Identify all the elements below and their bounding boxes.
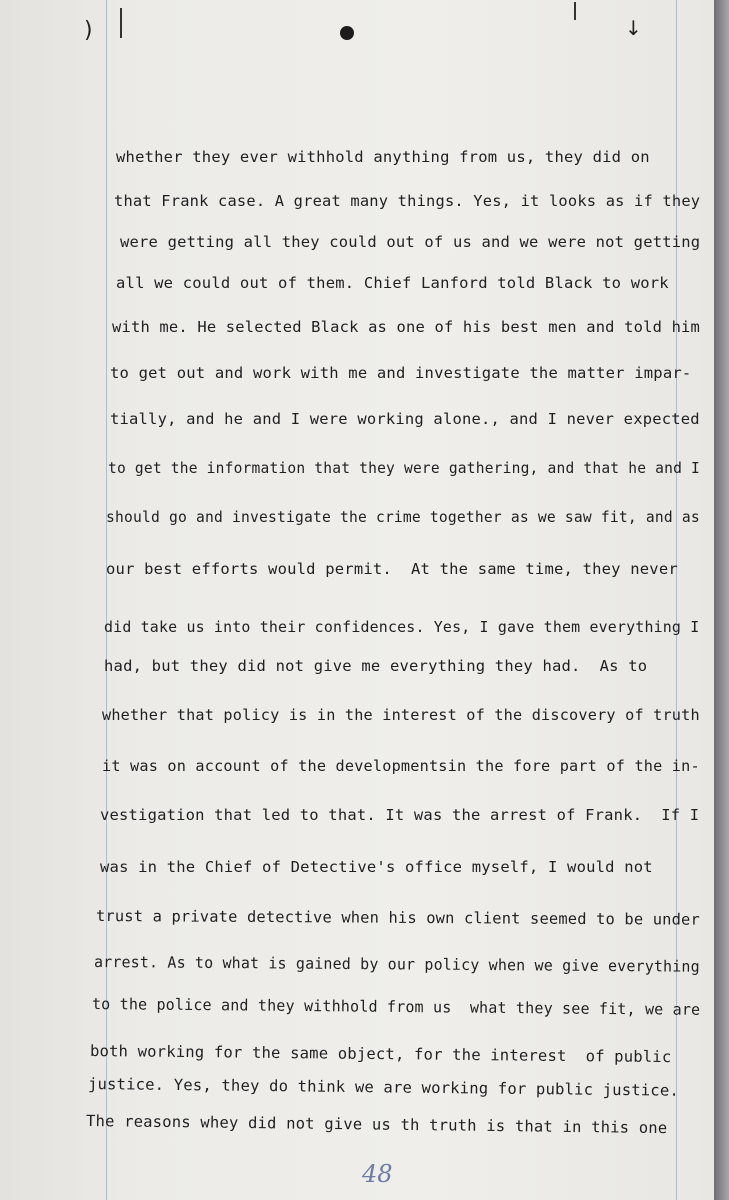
margin-rule-left bbox=[106, 0, 107, 1200]
text-line: it was on account of the developmentsin the fore part of the in- bbox=[102, 757, 700, 775]
margin-rule-right bbox=[676, 0, 677, 1200]
text-line: whether that policy is in the interest of the discovery of truth bbox=[102, 706, 700, 724]
text-line: The reasons whey did not give us th truth is that in this one bbox=[85, 1112, 668, 1138]
text-line: were getting all they could out of us and we were not getting bbox=[120, 233, 701, 251]
check-mark-icon: ↓ bbox=[625, 16, 642, 40]
text-line: to the police and they withhold from us what they see fit, we are bbox=[91, 995, 701, 1019]
pencil-mark-icon: ) bbox=[84, 18, 93, 43]
text-line: tially, and he and I were working alone., and I never expected bbox=[110, 410, 700, 428]
text-line: arrest. As to what is gained by our policy when we give everything bbox=[93, 953, 700, 976]
text-line: should go and investigate the crime together as we saw fit, and as bbox=[106, 508, 700, 526]
text-line: trust a private detective when his own client seemed to be under bbox=[95, 907, 700, 929]
text-line: that Frank case. A great many things. Yes, it looks as if they bbox=[114, 192, 701, 210]
text-line: had, but they did not give me everything they had. As to bbox=[104, 657, 648, 675]
punch-hole bbox=[340, 26, 354, 40]
text-line: all we could out of them. Chief Lanford told Black to work bbox=[116, 274, 669, 292]
text-line: justice. Yes, they do think we are working for public justice. bbox=[87, 1075, 680, 1100]
page-edge-shadow bbox=[714, 0, 729, 1200]
text-line: with me. He selected Black as one of his best men and told him bbox=[112, 318, 701, 336]
text-line: vestigation that led to that. It was the arrest of Frank. If I bbox=[100, 806, 700, 824]
text-line: whether they ever withhold anything from us, they did on bbox=[116, 148, 650, 166]
pencil-stroke-icon bbox=[120, 8, 122, 38]
text-line: was in the Chief of Detective's office myself, I would not bbox=[100, 858, 653, 876]
text-line: did take us into their confidences. Yes, I gave them everything I bbox=[104, 618, 700, 636]
text-line: both working for the same object, for the interest of public bbox=[89, 1042, 672, 1067]
text-line: to get out and work with me and investigate the matter impar- bbox=[110, 364, 692, 382]
text-line: our best efforts would permit. At the same time, they never bbox=[106, 560, 678, 578]
pencil-stroke-icon bbox=[574, 2, 576, 20]
page-number: 48 bbox=[362, 1160, 393, 1188]
text-line: to get the information that they were gathering, and that he and I bbox=[108, 459, 700, 477]
